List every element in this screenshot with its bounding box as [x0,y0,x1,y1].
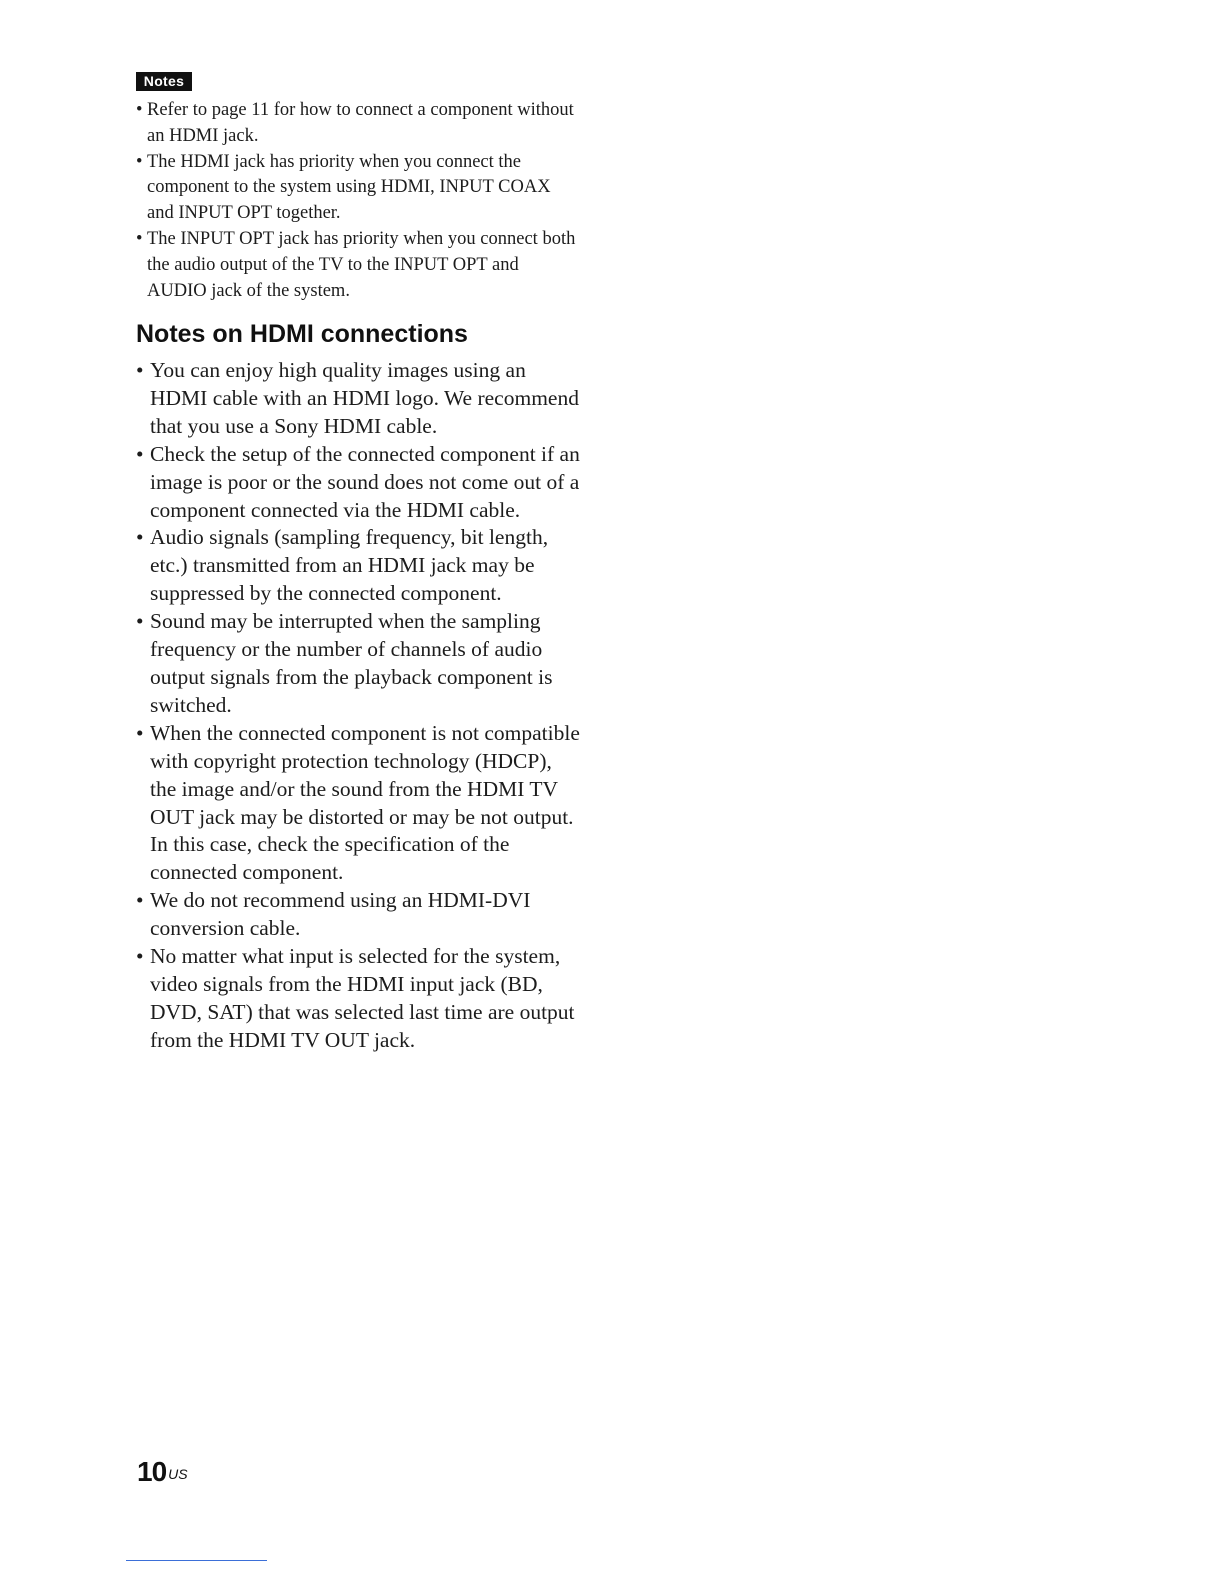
notes-item: • The INPUT OPT jack has priority when you connect both the audio output of the TV to the INPUT OPT and AUDIO jack of the system. [136,227,576,304]
notes-item: • The HDMI jack has priority when you connect the component to the system using HDMI, INPUT COAX and INPUT OPT together. [136,150,576,227]
notes-list [136,98,576,304]
hdcp-followup-text: In this case, check the specification of the connected component. [150,832,510,885]
notes-badge: Notes [136,72,192,91]
section-heading: Notes on HDMI connections [136,320,468,348]
hdmi-note-item: • We do not recommend using an HDMI-DVI conversion cable. [136,887,582,943]
hdcp-note-text: When the connected component is not compatible with copyright protection technology (HDCP), the image and/or the sound from the HDMI TV OUT jack may be distorted or may be not output. [150,720,580,829]
hdmi-note-item: • You can enjoy high quality images using an HDMI cable with an HDMI logo. We recommend that you use a Sony HDMI cable. [136,357,582,441]
hdmi-note-item [136,720,582,887]
hdmi-note-item: • Sound may be interrupted when the sampling frequency or the number of channels of audio output signals from the playback component is switched. [136,608,582,720]
page-number [137,1455,188,1489]
hdmi-notes-list [136,357,582,1055]
hdmi-note-item: • Check the setup of the connected component if an image is poor or the sound does not come out of a component connected via the HDMI cable. [136,441,582,525]
notes-item: • Refer to page 11 for how to connect a component without an HDMI jack. [136,98,576,150]
hdmi-note-item: • Audio signals (sampling frequency, bit length, etc.) transmitted from an HDMI jack may be suppressed by the connected component. [136,524,582,608]
page-region-suffix: US [168,1466,188,1482]
hdmi-note-item: • No matter what input is selected for the system, video signals from the HDMI input jack (BD, DVD, SAT) that was selected last time are output from the HDMI TV OUT jack. [136,943,582,1055]
bottom-rule [126,1560,267,1561]
page-number-value: 10 [137,1456,167,1487]
